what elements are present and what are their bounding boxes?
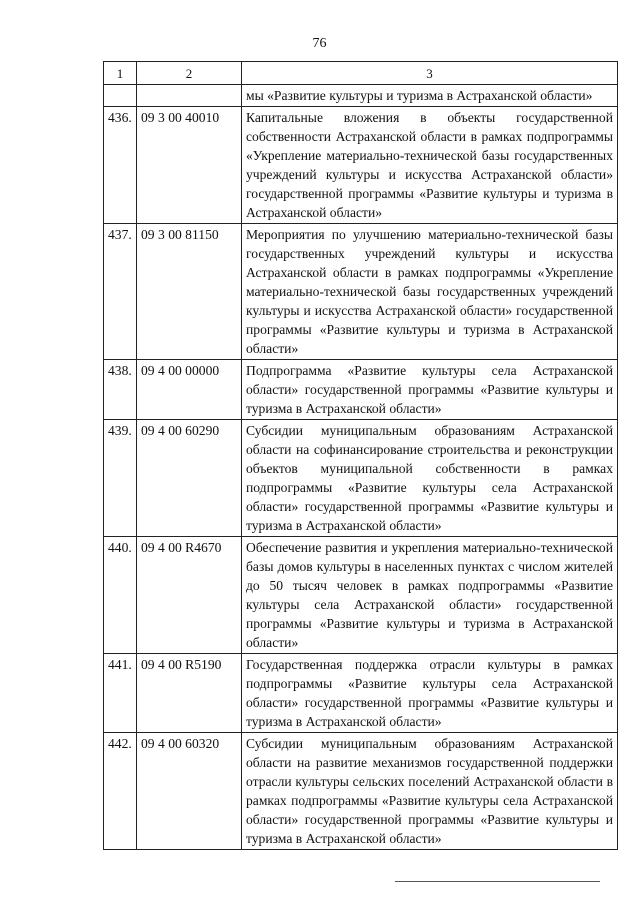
row-code: 09 3 00 81150	[137, 224, 242, 360]
row-description: Обеспечение развития и укрепления материально-технической базы домов культуры в населенных пунктах с числом жителей до 50 тысяч человек в рамках подпрограммы «Развитие культуры села Астраханской области» государственной программы «Развитие культуры и туризма в Астраханской области»	[242, 537, 618, 654]
table-row	[104, 224, 618, 360]
table-row	[104, 420, 618, 537]
row-description: Государственная поддержка отрасли культуры в рамках подпрограммы «Развитие культуры села Астраханской области» государственной программы «Развитие культуры и туризма в Астраханской области»	[242, 654, 618, 733]
row-number: 440.	[104, 537, 137, 654]
continuation-code-cell	[137, 85, 242, 107]
row-description: Капитальные вложения в объекты государственной собственности Астраханской области в рамках подпрограммы «Укрепление материально-технической базы государственных учреждений культуры и искусства Астраханской области» государственной программы «Развитие культуры и туризма в Астраханской области»	[242, 107, 618, 224]
row-code: 09 4 00 R5190	[137, 654, 242, 733]
table-row	[104, 537, 618, 654]
continuation-row	[104, 85, 618, 107]
table-row	[104, 733, 618, 850]
row-number: 441.	[104, 654, 137, 733]
table-row	[104, 654, 618, 733]
row-number: 436.	[104, 107, 137, 224]
column-header-description: 3	[242, 62, 618, 85]
table-header-row	[104, 62, 618, 85]
column-header-code: 2	[137, 62, 242, 85]
bottom-rule	[395, 881, 600, 882]
row-code: 09 3 00 40010	[137, 107, 242, 224]
row-number: 437.	[104, 224, 137, 360]
row-code: 09 4 00 60320	[137, 733, 242, 850]
row-description: Мероприятия по улучшению материально-технической базы государственных учреждений культуры и искусства Астраханской области в рамках подпрограммы «Укрепление материально-технической базы государственных учреждений культуры и искусства Астраханской области» государственной программы «Развитие культуры и туризма в Астраханской области»	[242, 224, 618, 360]
row-code: 09 4 00 00000	[137, 360, 242, 420]
row-number: 438.	[104, 360, 137, 420]
budget-classification-table	[103, 61, 618, 850]
row-description: Субсидии муниципальным образованиям Астраханской области на софинансирование строительства и реконструкции объектов муниципальной собственности в рамках подпрограммы «Развитие культуры села Астраханской области» государственной программы «Развитие культуры и туризма в Астраханской области»	[242, 420, 618, 537]
row-description: Подпрограмма «Развитие культуры села Астраханской области» государственной программы «Развитие культуры и туризма в Астраханской области»	[242, 360, 618, 420]
row-number: 442.	[104, 733, 137, 850]
table-row	[104, 360, 618, 420]
table-row	[104, 107, 618, 224]
row-number: 439.	[104, 420, 137, 537]
row-code: 09 4 00 60290	[137, 420, 242, 537]
continuation-number-cell	[104, 85, 137, 107]
row-description: Субсидии муниципальным образованиям Астраханской области на развитие механизмов государственной поддержки отрасли культуры сельских поселений Астраханской области в рамках подпрограммы «Развитие культуры села Астраханской области» государственной программы «Развитие культуры и туризма в Астраханской области»	[242, 733, 618, 850]
page-number: 76	[312, 36, 327, 51]
row-code: 09 4 00 R4670	[137, 537, 242, 654]
column-header-number: 1	[104, 62, 137, 85]
continuation-text: мы «Развитие культуры и туризма в Астраханской области»	[242, 85, 618, 107]
